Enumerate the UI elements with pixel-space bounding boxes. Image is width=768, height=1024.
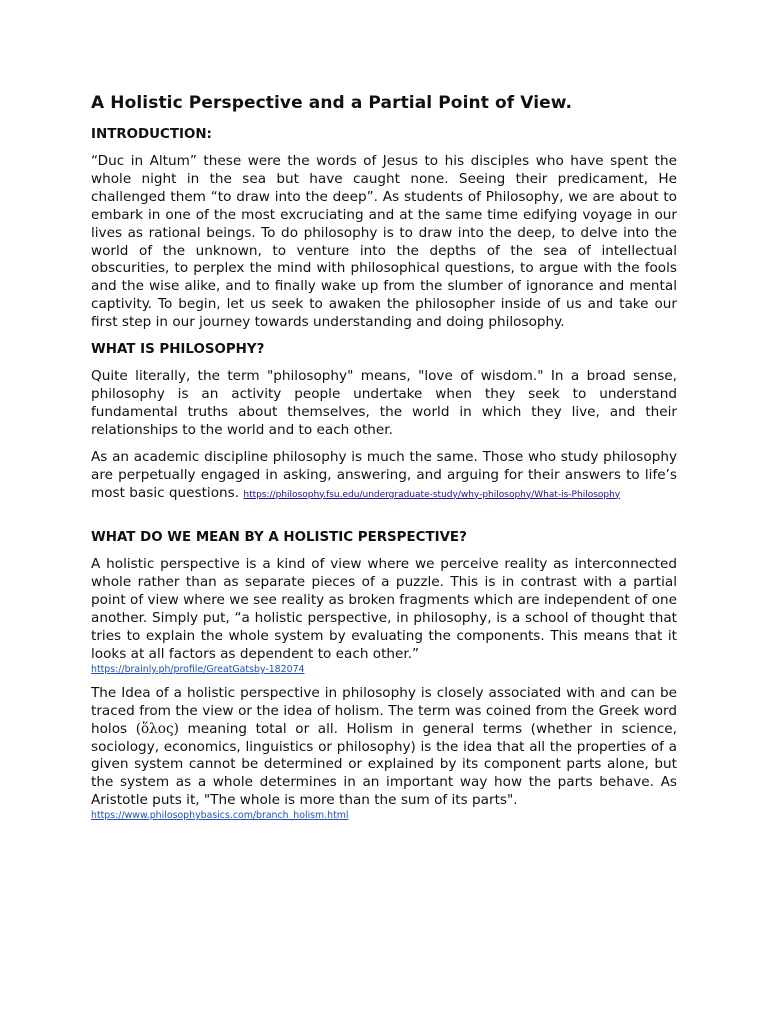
document-page bbox=[91, 92, 677, 822]
philosophybasics-reference-link[interactable]: https://www.philosophybasics.com/branch_holism.html bbox=[91, 810, 349, 822]
holism-text-part-2: meaning total or all. Holism in general terms (whether in science, sociology, economics, linguistics or philosophy) is the idea that all the properties of a given system cannot be determined or explained by its component parts alone, but the system as a whole determines in an important way how the parts behave. As Aristotle puts it, "The whole is more than the sum of its parts". bbox=[91, 720, 677, 809]
introduction-paragraph: “Duc in Altum” these were the words of Jesus to his disciples who have spent the whole night in the sea but have caught none. Seeing their predicament, He challenged them “to draw into the deep”. As students of Philosophy, we are about to embark in one of the most excruciating and at the same time edifying voyage in our lives as rational beings. To do philosophy is to draw into the deep, to delve into the world of the unknown, to venture into the depths of the sea of intellectual obscurities, to perplex the mind with philosophical questions, to argue with the fools and the wise alike, and to finally wake up from the slumber of ignorance and mental captivity. To begin, let us seek to awaken the philosopher inside of us and take our first step in our journey towards understanding and doing philosophy. bbox=[91, 153, 677, 331]
holistic-perspective-paragraph-2 bbox=[91, 685, 677, 810]
what-is-philosophy-heading: WHAT IS PHILOSOPHY? bbox=[91, 342, 265, 358]
brainly-reference-link[interactable]: https://brainly.ph/profile/GreatGatsby-182074 bbox=[91, 663, 305, 675]
what-is-philosophy-paragraph-2-text: As an academic discipline philosophy is much the same. Those who study philosophy are perpetually engaged in asking, answering, and arguing for their answers to life’s most basic questions. bbox=[91, 448, 677, 501]
holism-text-part-1: The Idea of a holistic perspective in philosophy is closely associated with and can be traced from the view or the idea of holism. The term was coined from the Greek word holos bbox=[91, 684, 677, 737]
section-spacer bbox=[91, 502, 677, 529]
what-is-philosophy-paragraph-1: Quite literally, the term "philosophy" means, "love of wisdom." In a broad sense, philosophy is an activity people undertake when they seek to understand fundamental truths about themselves, the world in which they live, and their relationships to the world and to each other. bbox=[91, 368, 677, 438]
document-title: A Holistic Perspective and a Partial Point of View. bbox=[91, 93, 573, 113]
paragraph-spacer bbox=[91, 676, 677, 685]
holistic-perspective-heading: WHAT DO WE MEAN BY A HOLISTIC PERSPECTIVE? bbox=[91, 530, 467, 546]
fsu-philosophy-link[interactable]: https://philosophy.fsu.edu/undergraduate-study/why-philosophy/What-is-Philosophy bbox=[243, 489, 621, 500]
greek-word-holos: (ὅλος) bbox=[135, 720, 179, 737]
holistic-perspective-paragraph-1: A holistic perspective is a kind of view where we perceive reality as interconnected whole rather than as separate pieces of a puzzle. This is in contrast with a partial point of view where we see reality as broken fragments which are independent of one another. Simply put, “a holistic perspective, in philosophy, is a school of thought that tries to explain the whole system by evaluating the components. This means that it looks at all factors as dependent to each other.” bbox=[91, 556, 677, 662]
introduction-heading: INTRODUCTION: bbox=[91, 127, 212, 142]
what-is-philosophy-paragraph-2 bbox=[91, 449, 677, 503]
